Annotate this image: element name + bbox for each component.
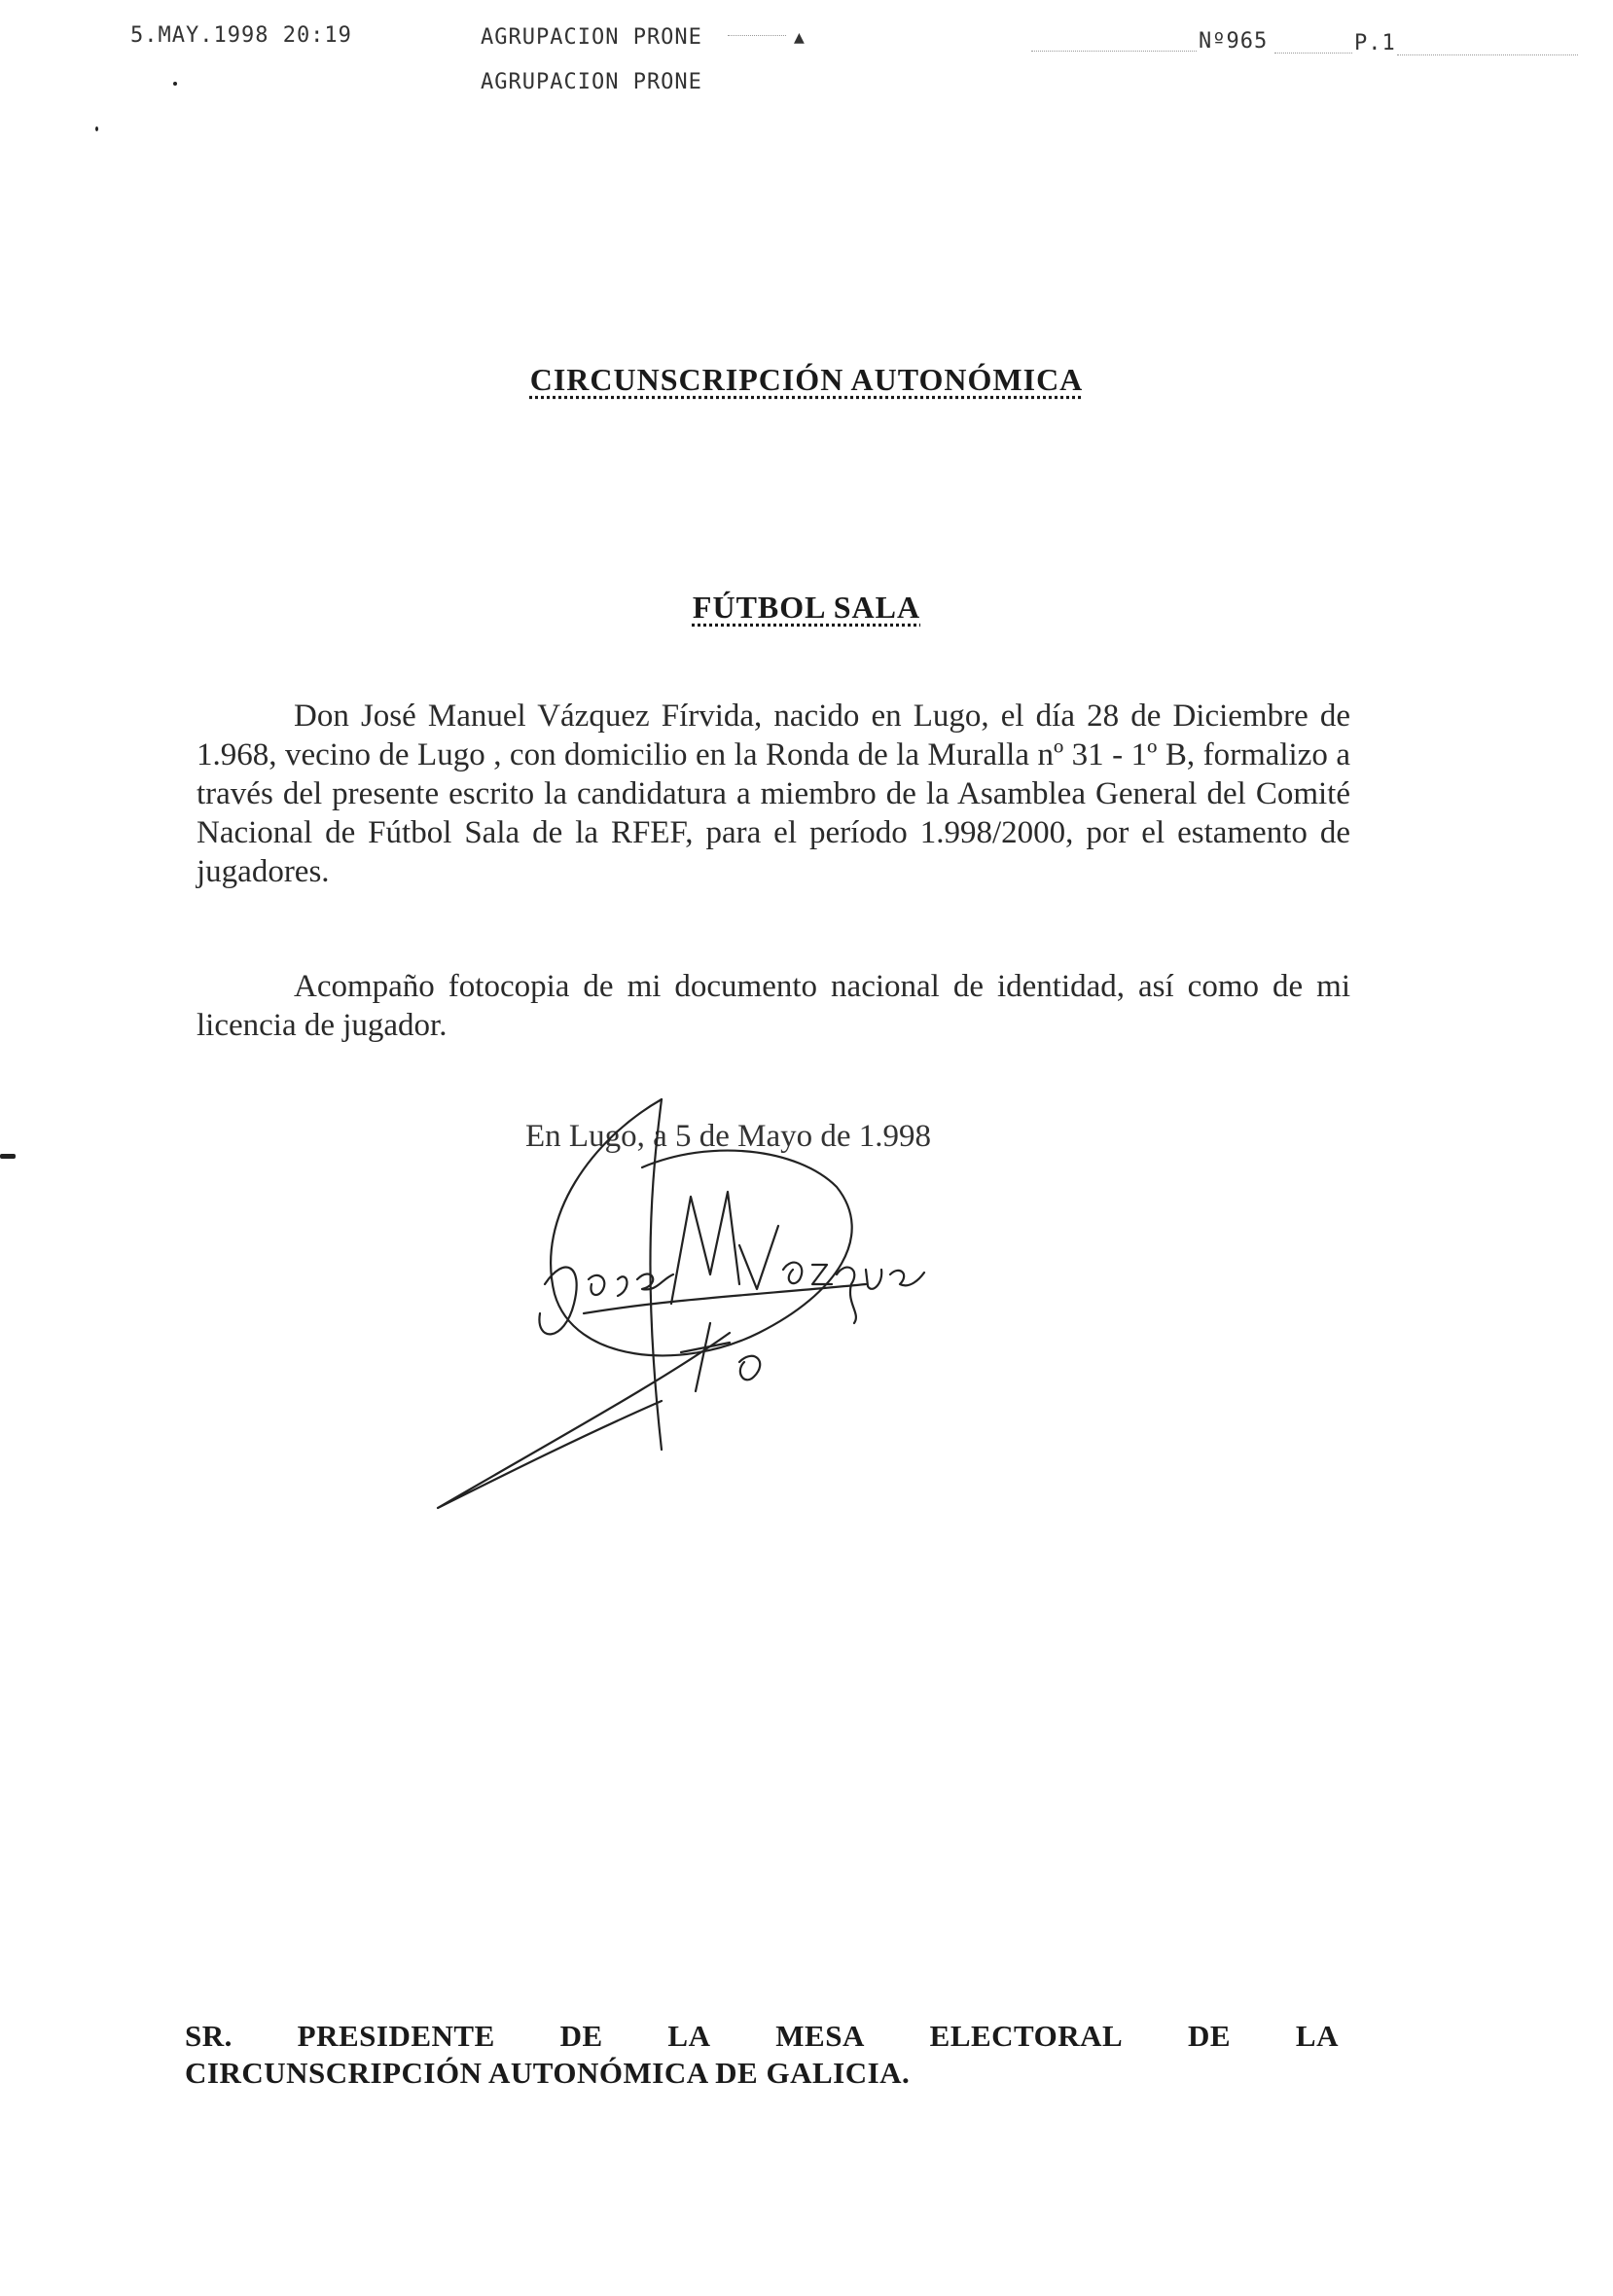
addressee-word: ELECTORAL [929,2019,1124,2053]
addressee-line-2: CIRCUNSCRIPCIÓN AUTONÓMICA DE GALICIA. [185,2056,911,2090]
addressee-word: PRESIDENTE [297,2019,495,2053]
signature-m-stroke [671,1192,739,1304]
document-title-text: CIRCUNSCRIPCIÓN AUTONÓMICA [529,362,1084,397]
fax-number: Nº965 [1199,29,1269,54]
fax-page: P.1 [1354,31,1396,55]
body-paragraph-1-text: Don José Manuel Vázquez Fírvida, nacido en Lugo, el día 28 de Diciembre de 1.968, vecino de Lugo , con domicilio en la Ronda de la Muralla nº 31 - 1º B, formalizo a través del presente escrito la candidatura a miembro de la Asamblea General del Comité Nacional de Fútbol Sala de la RFEF, para el período 1.998/2000, por el estamento de jugadores. [197,699,1350,889]
addressee-word: SR. [185,2019,233,2053]
addressee-line-1 [185,2018,1339,2055]
handwritten-signature [418,1080,963,1527]
fax-sender-line1: AGRUPACION PRONE [481,25,702,50]
fax-header-rule-3 [1274,53,1352,54]
fax-sender-line2: AGRUPACION PRONE [481,70,702,94]
fax-marker-icon: ▲ [794,27,806,48]
signature-loop-stroke [551,1099,852,1355]
document-subtitle [0,590,1613,626]
addressee-word: MESA [775,2019,865,2053]
addressee-word: DE [559,2019,603,2053]
scan-speck [95,126,98,131]
fax-header-rule-4 [1397,54,1578,55]
fax-header-rule-2 [1031,51,1197,52]
signature-vazquez-stroke [739,1226,924,1323]
signature-jose-stroke [539,1268,673,1335]
place-date: En Lugo, a 5 de Mayo de 1.998 [525,1119,931,1154]
addressee-word: LA [1295,2019,1339,2053]
document-title [0,362,1613,398]
document-subtitle-text: FÚTBOL SALA [692,590,921,625]
fax-header-rule-1 [728,35,786,36]
signature-downstroke [650,1099,662,1450]
signature-sweep [438,1333,730,1508]
addressee-block [185,2018,1339,2092]
fax-date-time: 5.MAY.1998 20:19 [130,23,352,48]
addressee-word: DE [1188,2019,1232,2053]
body-paragraph-2 [197,967,1350,1045]
body-paragraph-1 [197,697,1350,891]
body-paragraph-2-text: Acompaño fotocopia de mi documento nacional de identidad, así como de mi licencia de jugador. [197,969,1350,1043]
addressee-word: LA [667,2019,711,2053]
scan-speck [0,1154,16,1159]
scan-speck [173,82,177,86]
